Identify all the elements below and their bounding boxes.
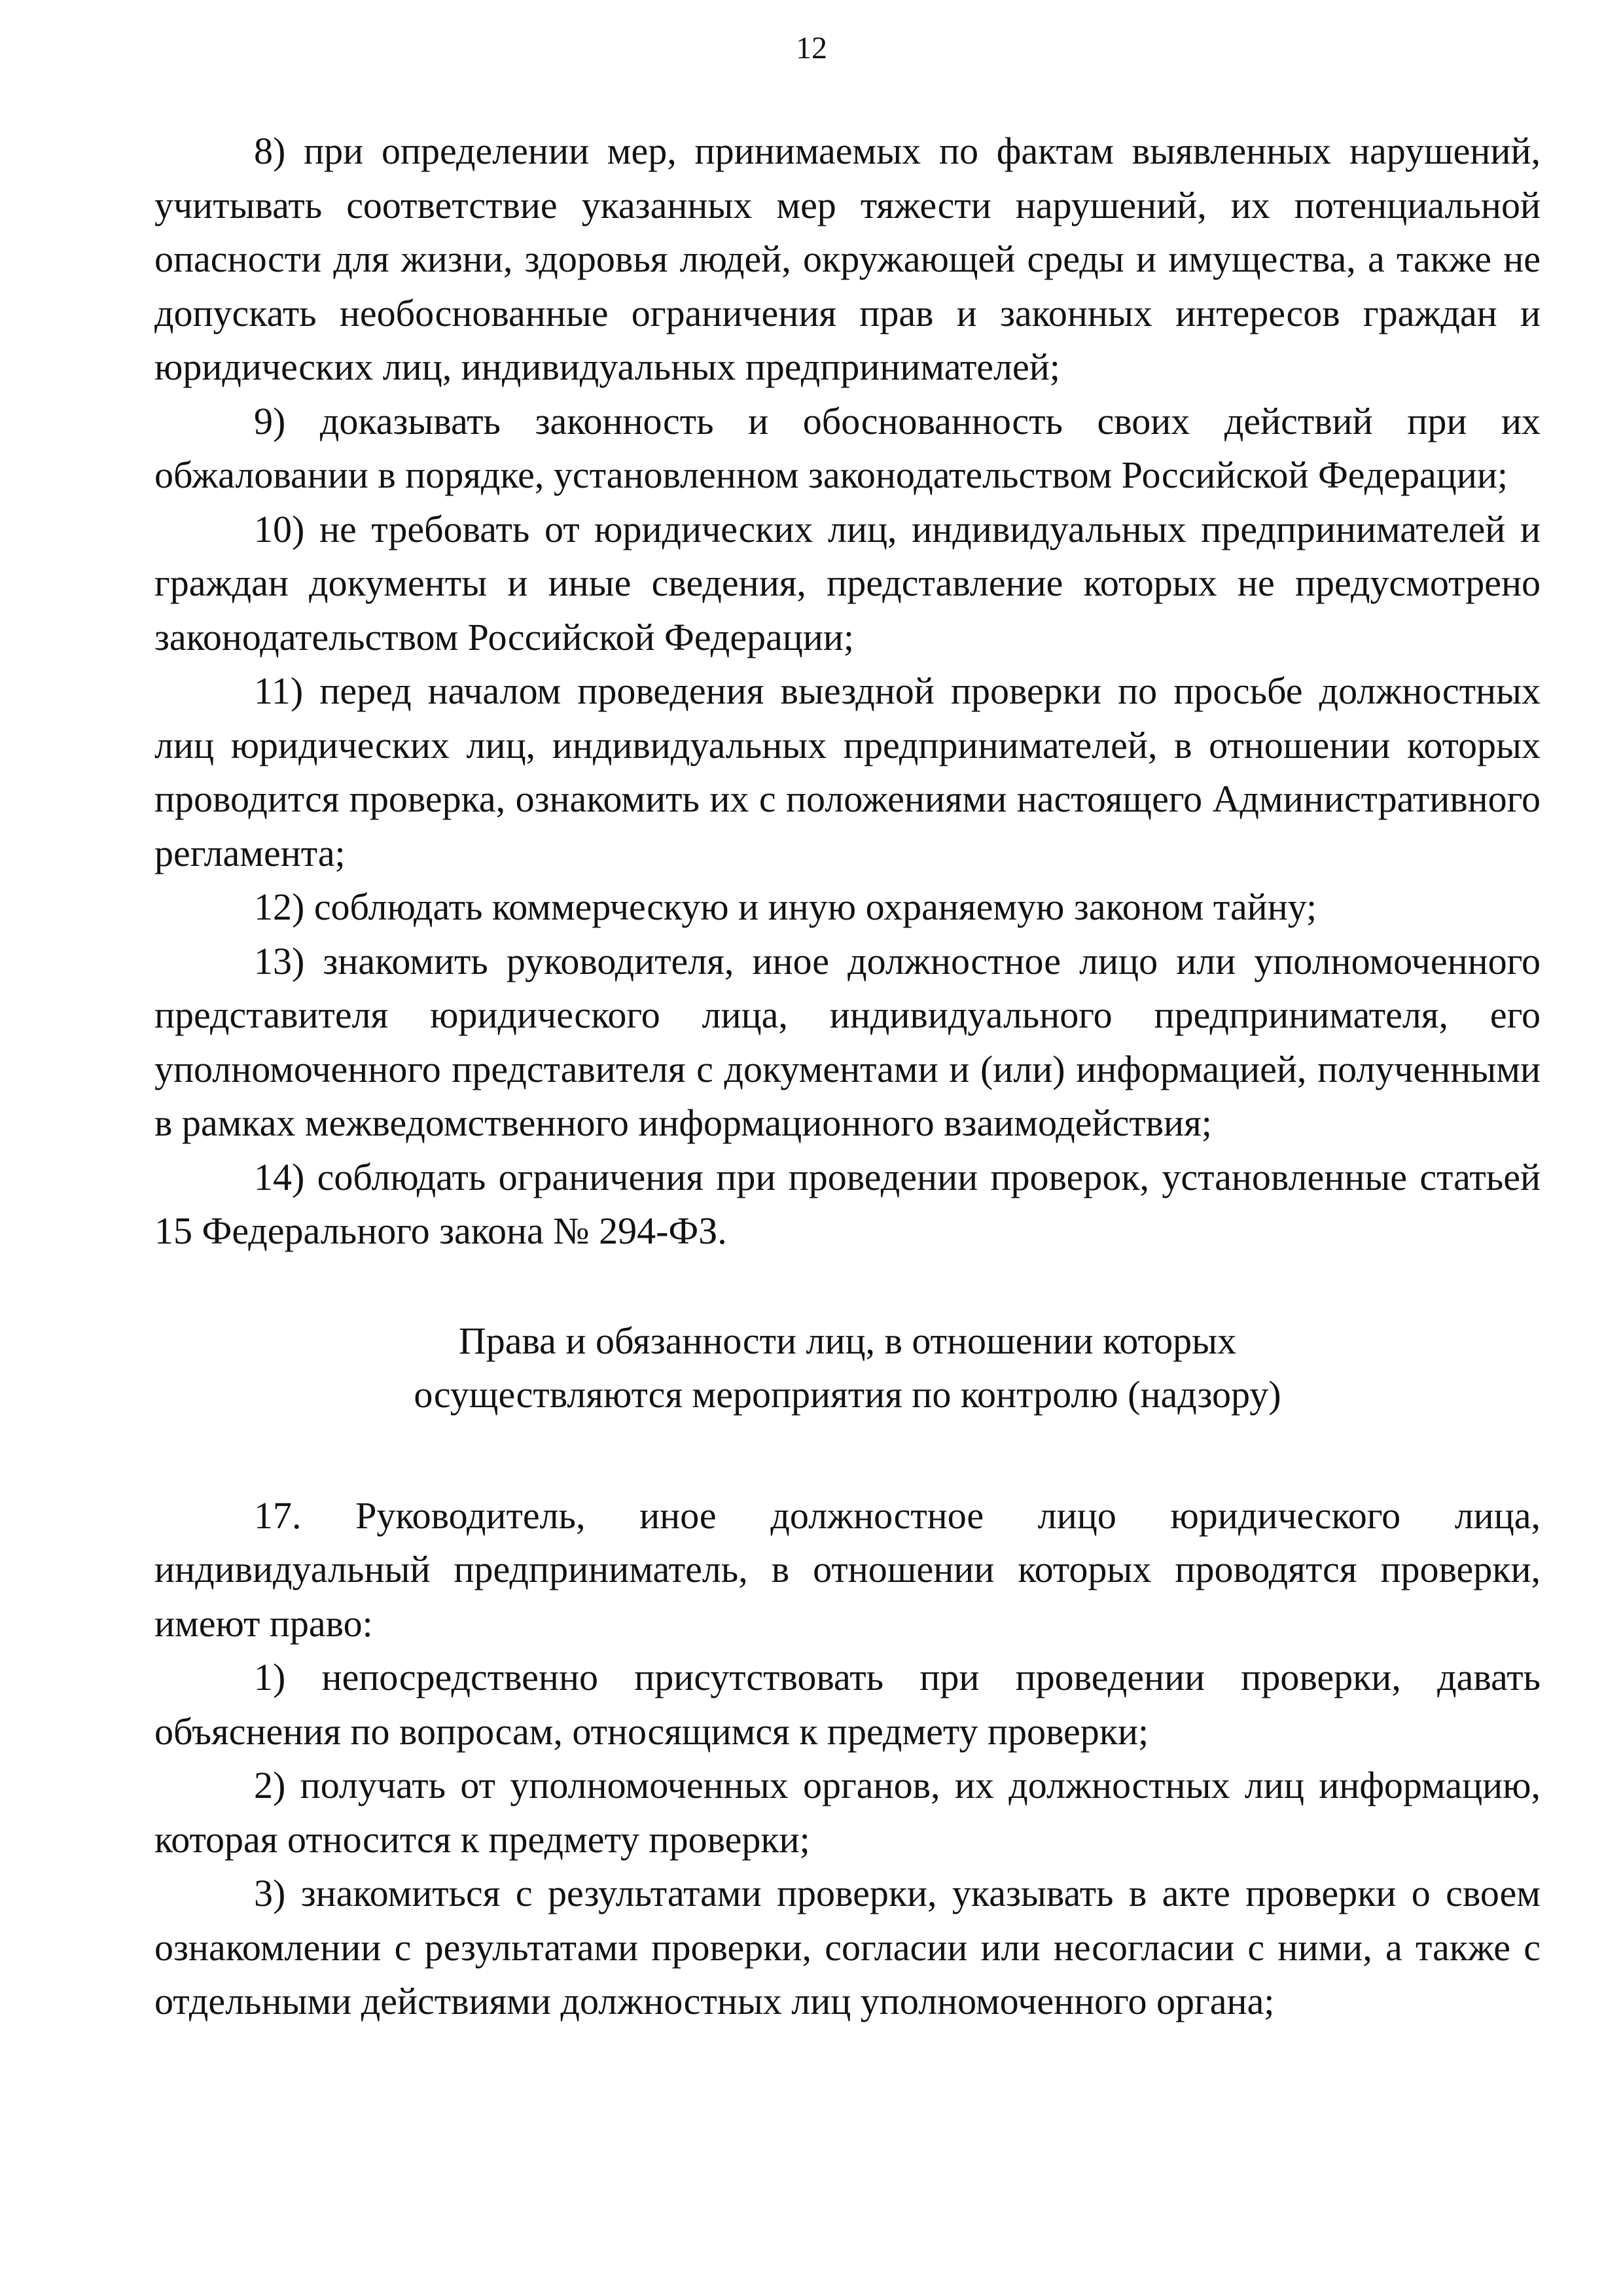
paragraph-clause-17: 17. Руководитель, иное должностное лицо юридического лица, индивидуальный предприниматель, в отношении которых проводятся проверки, имеют право: [154,1494,1541,1645]
page-number: 12 [796,31,827,65]
document-body [154,124,1541,2029]
paragraph-right-2: 2) получать от уполномоченных органов, их должностных лиц информацию, которая относится к предмету проверки; [154,1764,1541,1861]
paragraph-item-11: 11) перед началом проведения выездной проверки по просьбе должностных лиц юридических лиц, индивидуальных предпринимателей, в отношении которых проводится проверка, ознакомить их с положениями настоящего Административного регламента; [154,670,1541,874]
paragraph-item-10: 10) не требовать от юридических лиц, индивидуальных предпринимателей и граждан документы и иные сведения, представление которых не предусмотрено законодательством Российской Федерации; [154,507,1541,658]
paragraph-item-9: 9) доказывать законность и обоснованность своих действий при их обжаловании в порядке, установленном законодательством Российской Федерации; [154,399,1541,496]
paragraph-right-3: 3) знакомиться с результатами проверки, указывать в акте проверки о своем ознакомлении с результатами проверки, согласии или несогласии с ними, а также с отдельными действиями должностных лиц уполномоченного органа; [154,1872,1541,2022]
section-heading-line-2: осуществляются мероприятия по контролю (надзору) [414,1373,1281,1416]
paragraph-item-14: 14) соблюдать ограничения при проведении проверок, установленные статьей 15 Федерального закона № 294-ФЗ. [154,1155,1541,1252]
paragraph-right-1: 1) непосредственно присутствовать при проведении проверки, давать объяснения по вопросам, относящимся к предмету проверки; [154,1656,1541,1753]
section-heading [154,1314,1541,1422]
paragraph-item-12: 12) соблюдать коммерческую и иную охраняемую законом тайну; [254,886,1317,928]
paragraph-item-8: 8) при определении мер, принимаемых по фактам выявленных нарушений, учитывать соответствие указанных мер тяжести нарушений, их потенциальной опасности для жизни, здоровья людей, окружающей среды и имущества, а также не допускать необоснованные ограничения прав и законных интересов граждан и юридических лиц, индивидуальных предпринимателей; [154,130,1541,388]
section-heading-line-1: Права и обязанности лиц, в отношении которых [458,1319,1237,1362]
paragraph-item-13: 13) знакомить руководителя, иное должностное лицо или уполномоченного представителя юридического лица, индивидуального предпринимателя, его уполномоченного представителя с документами и (или) информацией, полученными в рамках межведомственного информационного взаимодействия; [154,939,1541,1144]
